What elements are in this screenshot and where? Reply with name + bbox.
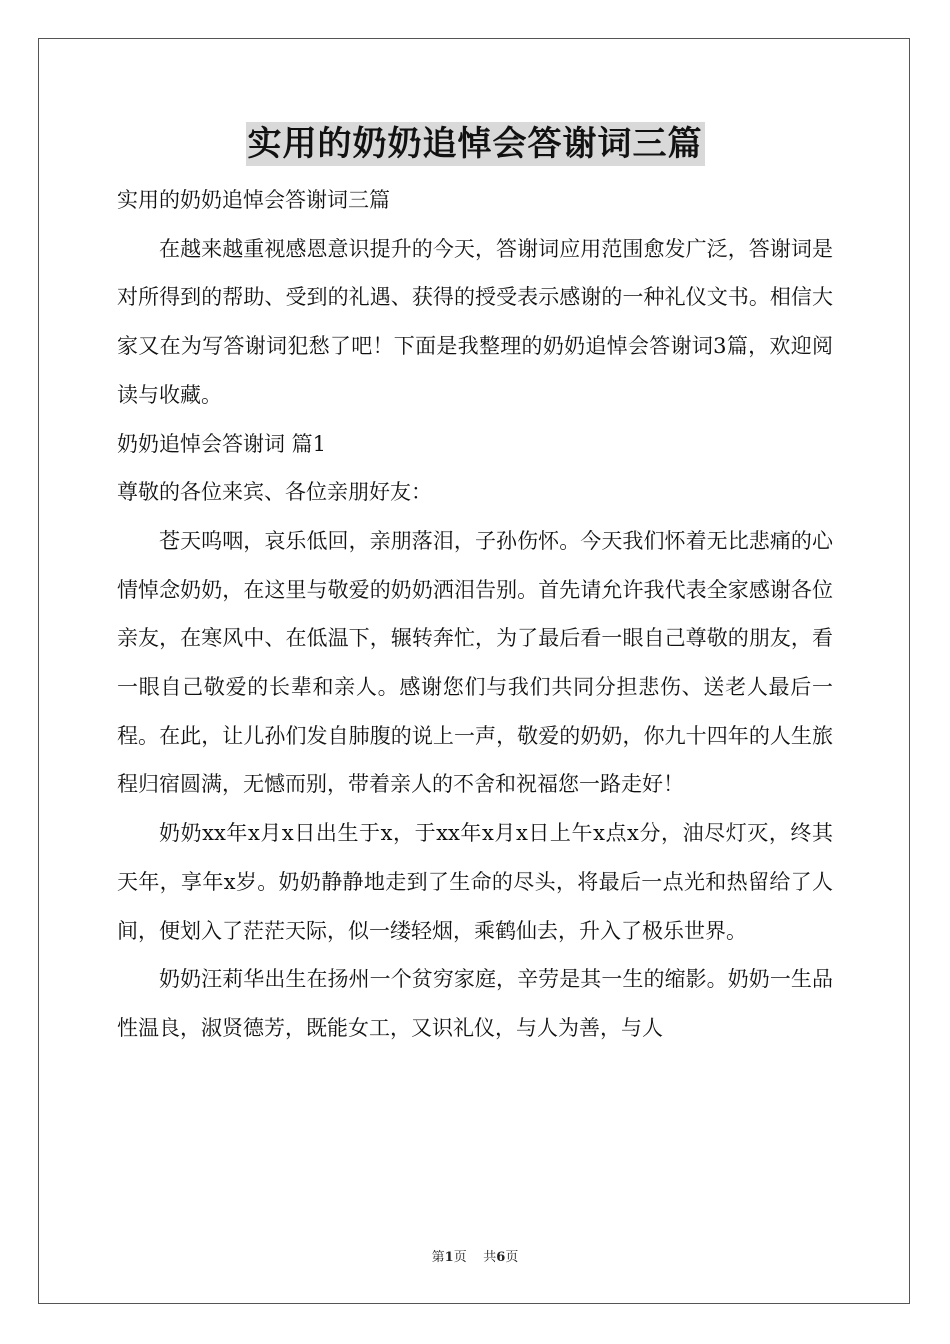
total-pages: 6 <box>496 1250 506 1265</box>
paragraph: 奶奶汪莉华出生在扬州一个贫穷家庭，辛劳是其一生的缩影。奶奶一生品性温良，淑贤德芳，既能女工，又识礼仪，与人为善，与人 <box>117 967 833 1040</box>
total-suffix: 页 <box>505 1250 519 1265</box>
page-number: 1 <box>444 1250 454 1265</box>
page-suffix: 页 <box>453 1250 467 1265</box>
document-title: 实用的奶奶追悼会答谢词三篇 <box>247 124 703 164</box>
section-heading: 奶奶追悼会答谢词 篇1 <box>117 431 327 456</box>
paragraph: 苍天呜咽，哀乐低回，亲朋落泪，子孙伤怀。今天我们怀着无比悲痛的心情悼念奶奶，在这里与敬爱的奶奶洒泪告别。首先请允许我代表全家感谢各位亲友，在寒风中、在低温下，辗转奔忙，为了最后看一眼自己尊敬的朋友，看一眼自己敬爱的长辈和亲人。感谢您们与我们共同分担悲伤、送老人最后一程。在此，让儿孙们发自肺腹的说上一声，敬爱的奶奶，你九十四年的人生旅程归宿圆满，无憾而别，带着亲人的不舍和祝福您一路走好！ <box>117 528 833 797</box>
title-wrap <box>0 122 950 166</box>
paragraph: 在越来越重视感恩意识提升的今天，答谢词应用范围愈发广泛，答谢词是对所得到的帮助、受到的礼遇、获得的授受表示感谢的一种礼仪文书。相信大家又在为写答谢词犯愁了吧！下面是我整理的奶奶追悼会答谢词3篇，欢迎阅读与收藏。 <box>117 236 833 407</box>
paragraph: 实用的奶奶追悼会答谢词三篇 <box>117 188 390 212</box>
total-prefix: 共 <box>483 1250 497 1265</box>
page-prefix: 第 <box>431 1250 445 1265</box>
paragraph: 奶奶xx年x月x日出生于x，于xx年x月x日上午x点x分，油尽灯灭，终其天年，享年x岁。奶奶静静地走到了生命的尽头，将最后一点光和热留给了人间，便划入了茫茫天际，似一缕轻烟，乘鹤仙去，升入了极乐世界。 <box>117 821 833 943</box>
document-body <box>117 176 833 1053</box>
salutation: 尊敬的各位来宾、各位亲朋好友： <box>117 480 432 505</box>
page-footer <box>0 1246 950 1265</box>
